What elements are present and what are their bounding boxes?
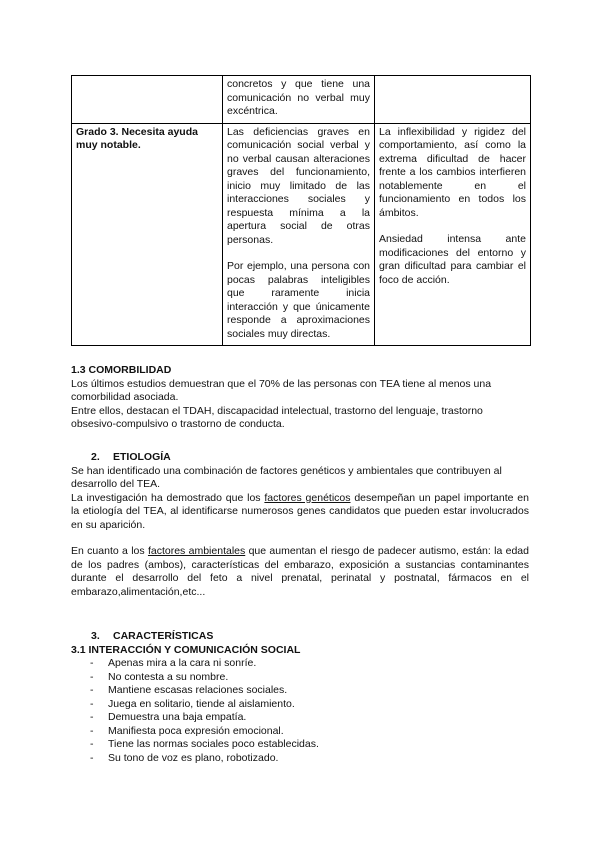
list-item-text: Tiene las normas sociales poco establecidas. [108,738,319,750]
asd-grades-table [71,75,531,346]
list-item [71,671,529,685]
section-title: CARACTERÍSTICAS [113,630,214,642]
list-item [71,725,529,739]
paragraph-text: En cuanto a los [71,545,148,557]
list-item-text: Juega en solitario, tiende al aislamiento. [108,697,295,710]
list-item [71,684,529,698]
etiology-section [71,451,529,599]
list-item-text: Mantiene escasas relaciones sociales. [108,684,288,696]
comorbidity-section [71,364,529,432]
bullet-dash: - [90,724,94,737]
bullet-dash: - [90,657,94,669]
subsection-heading: 3.1 INTERACCIÓN Y COMUNICACIÓN SOCIAL [71,643,301,656]
paragraph-text: La investigación ha demostrado que los [71,491,265,504]
paragraph [71,492,529,533]
section-number: 3. [91,630,100,642]
paragraph-text: desempeñan un papel importante en la etiología del TEA, al identificarse numerosos genes candidatos que pueden estar involucrados en su aparición. [71,491,529,531]
table-cell [72,76,223,124]
section-heading: 1.3 COMORBILIDAD [71,364,172,376]
paragraph: Entre ellos, destacan el TDAH, discapacidad intelectual, trastorno del lenguaje, trastorno obsesivo-compulsivo o trastorno de conducta. [71,404,483,430]
social-communication-cell [223,123,375,346]
environmental-factors-term: factores ambientales [147,545,246,557]
table-paragraph: La inflexibilidad y rigidez del comportamiento, así como la extrema dificultad de hacer frente a los cambios interfieren notablemente en el funcionamiento en todos los ámbitos. [379,125,526,219]
list-item [71,698,529,712]
bullet-dash: - [90,738,94,750]
section-heading [71,451,529,465]
list-item [71,752,529,766]
list-item [71,657,529,671]
bullet-dash: - [90,711,94,723]
section-heading [71,630,529,644]
list-item [71,738,529,752]
grade-label-cell [72,123,223,346]
bullet-dash: - [90,670,94,683]
characteristics-list [71,657,529,765]
list-item-text: No contesta a su nombre. [108,670,229,683]
bullet-dash: - [90,697,94,710]
section-title: ETIOLOGÍA [113,451,171,463]
table-cell-text: concretos y que tiene una comunicación no verbal muy excéntrica. [227,78,370,117]
bullet-dash: - [90,751,94,764]
list-item [71,711,529,725]
paragraph: Los últimos estudios demuestran que el 70% de las personas con TEA tiene al menos una comorbilidad asociada. [71,377,492,403]
table-paragraph: Ansiedad intensa ante modificaciones del entorno y gran dificultad para cambiar el foco de acción. [379,233,526,286]
paragraph: Se han identificado una combinación de factores genéticos y ambientales que contribuyen al desarrollo del TEA. [71,464,502,490]
characteristics-section [71,630,529,765]
table-cell [375,76,531,124]
table-paragraph: Las deficiencias graves en comunicación social verbal y no verbal causan alteraciones graves del funcionamiento, inicio muy limitado de las interacciones sociales y respuesta mínima a la apertura social de otras personas. [227,125,370,246]
paragraph [71,545,529,599]
genetic-factors-term: factores genéticos [264,491,351,504]
restricted-behaviour-cell [375,123,531,346]
table-paragraph: Por ejemplo, una persona con pocas palabras inteligibles que raramente inicia interacción y que únicamente responde a aproximaciones sociales muy directas. [227,260,370,340]
bullet-dash: - [90,684,94,696]
table-row [72,76,531,124]
list-item-text: Su tono de voz es plano, robotizado. [108,751,279,764]
section-number: 2. [91,451,100,463]
list-item-text: Demuestra una baja empatía. [108,711,247,723]
paragraph-text: que aumentan el riesgo de padecer autismo, están: la edad de los padres (ambos), características del embarazo, exposición a sustancias contaminantes durante el desarrollo del feto a nivel prenatal, perinatal y postnatal, fármacos en el embarazo,alimentación,etc... [71,545,529,598]
list-item-text: Manifiesta poca expresión emocional. [108,724,284,737]
table-cell [223,76,375,124]
grade-3-label: Grado 3. Necesita ayuda muy notable. [76,125,198,151]
list-item-text: Apenas mira a la cara ni sonríe. [108,657,257,669]
table-row [72,123,531,346]
